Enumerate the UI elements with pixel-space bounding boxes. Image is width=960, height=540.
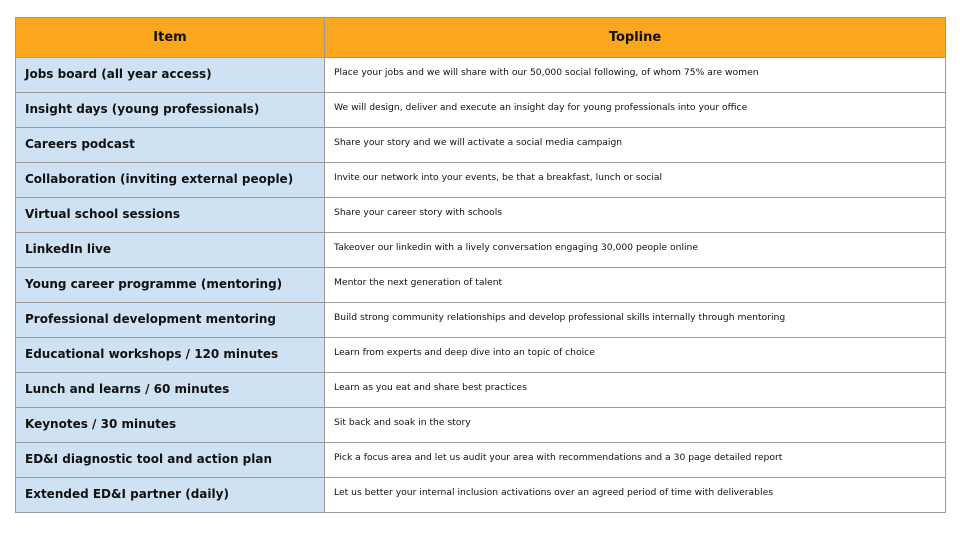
header-row xyxy=(16,18,946,58)
offerings-table xyxy=(15,17,946,513)
topline-cell: Place your jobs and we will share with our 50,000 social following, of whom 75% are women xyxy=(325,58,946,93)
table-row xyxy=(16,478,946,513)
topline-cell: Build strong community relationships and develop professional skills internally through mentoring xyxy=(325,303,946,338)
topline-cell: Pick a focus area and let us audit your area with recommendations and a 30 page detailed report xyxy=(325,443,946,478)
item-cell: LinkedIn live xyxy=(16,233,325,268)
item-cell: Collaboration (inviting external people) xyxy=(16,163,325,198)
table-row xyxy=(16,443,946,478)
topline-cell: Takeover our linkedin with a lively conversation engaging 30,000 people online xyxy=(325,233,946,268)
topline-cell: Share your story and we will activate a social media campaign xyxy=(325,128,946,163)
table-row xyxy=(16,93,946,128)
topline-cell: We will design, deliver and execute an insight day for young professionals into your office xyxy=(325,93,946,128)
column-header-topline: Topline xyxy=(325,18,946,58)
item-cell: Lunch and learns / 60 minutes xyxy=(16,373,325,408)
table-row xyxy=(16,373,946,408)
topline-cell: Learn from experts and deep dive into an topic of choice xyxy=(325,338,946,373)
table-row xyxy=(16,128,946,163)
topline-cell: Learn as you eat and share best practices xyxy=(325,373,946,408)
item-cell: Extended ED&I partner (daily) xyxy=(16,478,325,513)
item-cell: Careers podcast xyxy=(16,128,325,163)
item-cell: ED&I diagnostic tool and action plan xyxy=(16,443,325,478)
table-body xyxy=(16,58,946,513)
topline-cell: Sit back and soak in the story xyxy=(325,408,946,443)
topline-cell: Invite our network into your events, be that a breakfast, lunch or social xyxy=(325,163,946,198)
item-cell: Professional development mentoring xyxy=(16,303,325,338)
item-cell: Jobs board (all year access) xyxy=(16,58,325,93)
table-row xyxy=(16,198,946,233)
item-cell: Insight days (young professionals) xyxy=(16,93,325,128)
topline-cell: Mentor the next generation of talent xyxy=(325,268,946,303)
column-header-item: Item xyxy=(16,18,325,58)
item-cell: Young career programme (mentoring) xyxy=(16,268,325,303)
item-cell: Educational workshops / 120 minutes xyxy=(16,338,325,373)
table-header xyxy=(16,18,946,58)
table-row xyxy=(16,338,946,373)
item-cell: Virtual school sessions xyxy=(16,198,325,233)
table-row xyxy=(16,268,946,303)
table-row xyxy=(16,303,946,338)
offerings-table-container xyxy=(15,17,945,513)
table-row xyxy=(16,233,946,268)
table-row xyxy=(16,163,946,198)
topline-cell: Share your career story with schools xyxy=(325,198,946,233)
topline-cell: Let us better your internal inclusion activations over an agreed period of time with deliverables xyxy=(325,478,946,513)
table-row xyxy=(16,408,946,443)
table-row xyxy=(16,58,946,93)
item-cell: Keynotes / 30 minutes xyxy=(16,408,325,443)
